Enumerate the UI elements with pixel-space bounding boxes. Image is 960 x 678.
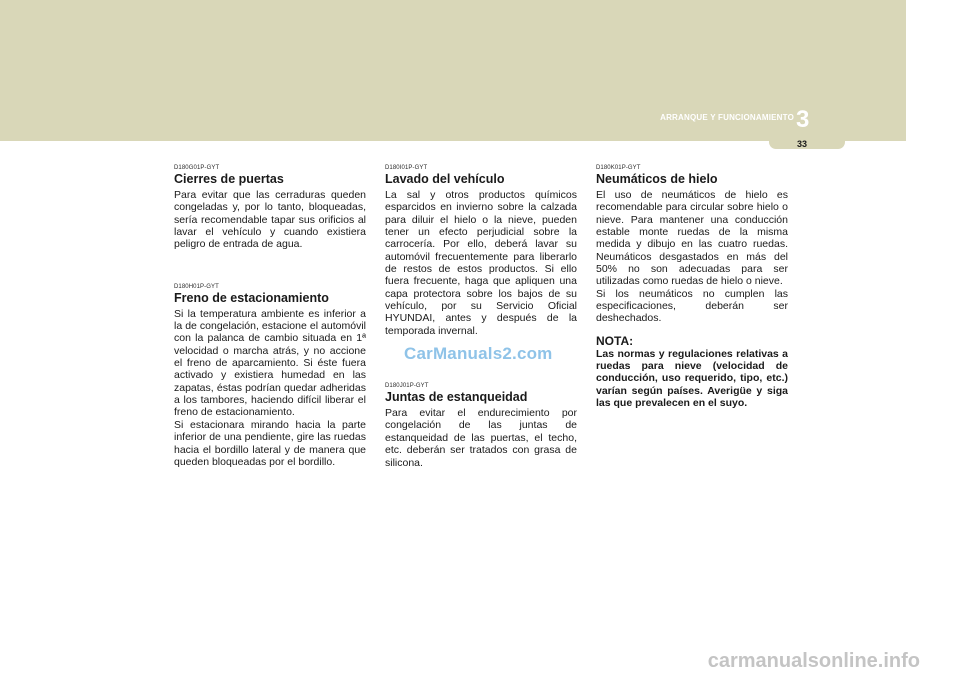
section-paragraph: El uso de neumáticos de hielo es recomendable para circular sobre hielo o nieve. Para mantener una conducción estable monte ruedas de la misma medida y dibujo en las cuatro ruedas. Neumáticos desgastados en más del 50% no son adecuadas para ser utilizadas como ruedas de hielo o nieve. [596, 189, 788, 288]
column-right [596, 164, 788, 410]
section-heading: Juntas de estanqueidad [385, 390, 528, 405]
section-code: D180J01P-GYT [385, 383, 429, 390]
section-heading: Lavado del vehículo [385, 172, 505, 186]
section-number: 3 [796, 106, 810, 133]
section-paragraph: La sal y otros productos químicos esparcidos en invierno sobre la calzada para diluir el hielo o la nieve, pueden tener un efecto perjudicial sobre la carrocería. Por ello, deberá lavar su automóvil frecuentemente para liberarlo de restos de estos productos. Si ello fuera frecuente, haga que apliquen una capa protectora sobre los bajos de su vehículo, por su Servicio Oficial HYUNDAI, antes y después de la temporada invernal. [385, 189, 577, 337]
section-neumaticos-de-hielo [596, 164, 788, 325]
section-code: D180K01P-GYT [596, 165, 641, 171]
section-heading: Cierres de puertas [174, 172, 284, 186]
nota-title: NOTA: [596, 333, 634, 348]
section-code: D180G01P-GYT [174, 165, 220, 171]
page-number: 33 [797, 139, 808, 149]
section-freno-de-estacionamiento [174, 283, 366, 468]
column-middle [385, 164, 577, 469]
watermark-carmanualsonline: carmanualsonline.info [707, 650, 920, 672]
section-paragraph: Si los neumáticos no cumplen las especificaciones, deberán ser deshechados. [596, 287, 788, 325]
section-heading: Freno de estacionamiento [174, 290, 329, 305]
section-lavado-del-vehiculo [385, 164, 577, 337]
column-left [174, 164, 366, 468]
section-code: D180H01P-GYT [174, 283, 219, 290]
section-cierres-de-puertas [174, 164, 366, 251]
section-paragraph: Para evitar el endurecimiento por congelación de las juntas de estanqueidad de las puertas, el techo, etc. deberán ser tratados con grasa de silicona. [385, 407, 577, 469]
watermark-carmanuals2: CarManuals2.com [404, 344, 553, 363]
section-paragraph: Si estacionara mirando hacia la parte inferior de una pendiente, gire las ruedas hacia el bordillo lateral y de manera que queden bloqueadas por el bordillo. [174, 418, 366, 468]
section-heading: Neumáticos de hielo [596, 172, 718, 186]
section-juntas-de-estanqueidad [385, 382, 577, 469]
section-code: D180I01P-GYT [385, 165, 428, 171]
nota-text: Las normas y regulaciones relativas a ruedas para nieve (velocidad de conducción, uso requerido, tipo, etc.) varían según países. Averigüe y siga las que prevalecen en el suyo. [596, 347, 788, 410]
section-title: ARRANQUE Y FUNCIONAMIENTO [660, 113, 794, 122]
section-paragraph: Para evitar que las cerraduras queden congeladas y, por lo tanto, bloqueadas, sería recomendable tapar sus orificios al lavar el vehículo y cuando existiera peligro de entrada de agua. [174, 189, 366, 251]
section-paragraph: Si la temperatura ambiente es inferior a la de congelación, estacione el automóvil con la palanca de cambio situada en 1ª velocidad o marcha atrás, y no accione el freno de aparcamiento. Si éste fuera activado y existiera humedad en las zapatas, éstas podrían quedar adheridas a los tambores, haciendo difícil liberar el freno de estacionamiento. [174, 307, 366, 419]
